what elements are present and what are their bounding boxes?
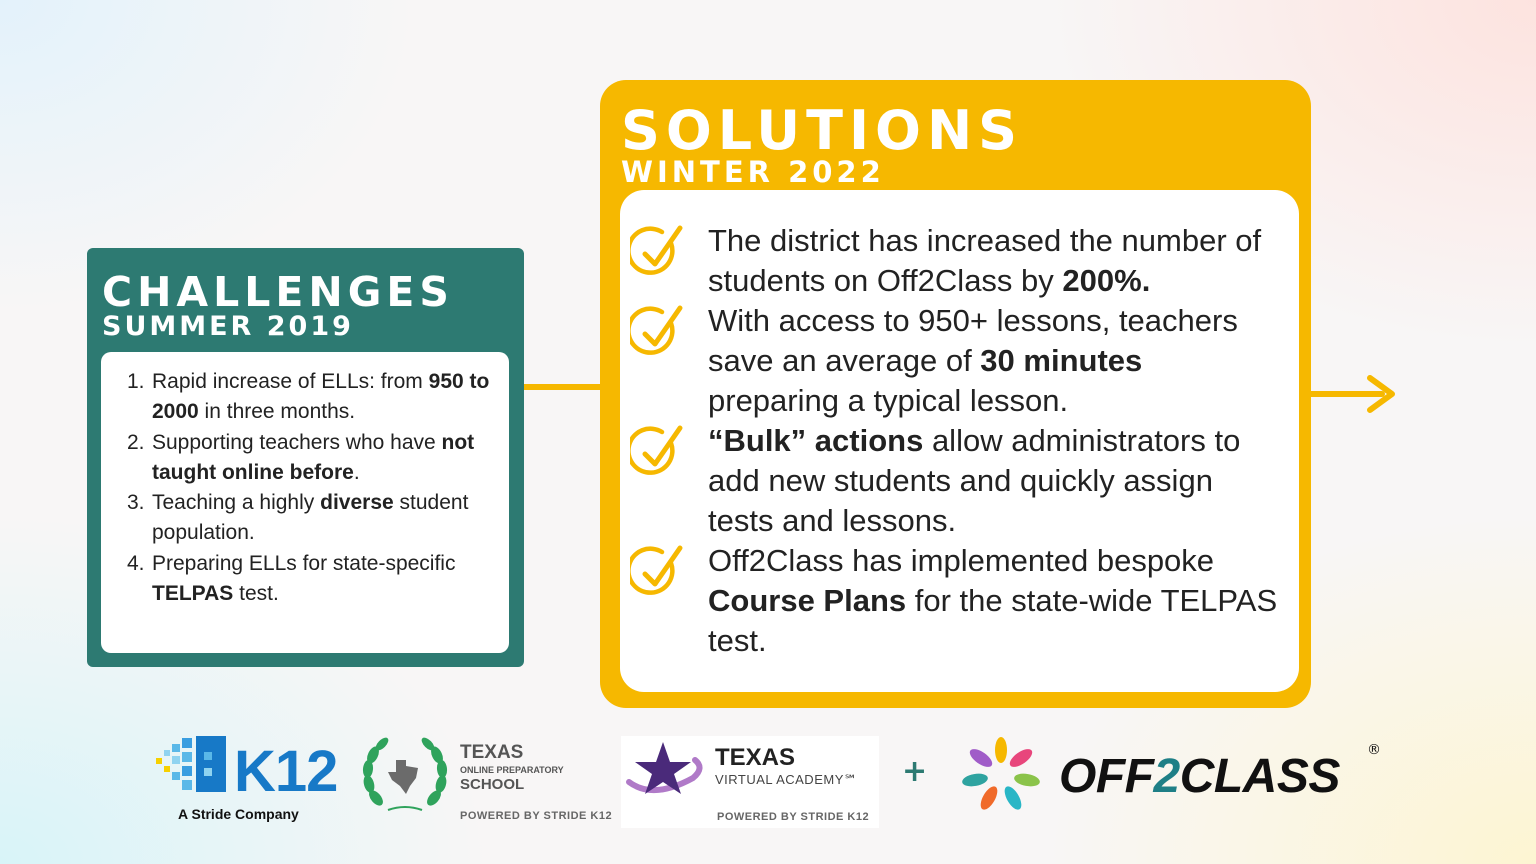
partner-logos-row	[0, 730, 1536, 830]
checkmark-circle-icon	[630, 423, 686, 483]
solution-item: “Bulk” actions allow administrators to add new students and quickly assign tests and lessons.	[708, 421, 1279, 541]
txops-powered: POWERED BY STRIDE K12	[460, 810, 613, 822]
challenge-item	[127, 488, 495, 549]
solution-item: Off2Class has implemented bespoke Course Plans for the state-wide TELPAS test.	[708, 541, 1279, 661]
challenge-text: Rapid increase of ELLs: from 950 to 2000 in three months.	[152, 370, 490, 424]
star-swoosh-icon	[623, 738, 707, 804]
challenge-text: Preparing ELLs for state-specific TELPAS test.	[152, 551, 456, 606]
solutions-subtitle: WINTER 2022	[621, 155, 885, 189]
solutions-title: SOLUTIONS	[621, 99, 1024, 162]
solution-item: The district has increased the number of students on Off2Class by 200%.	[708, 221, 1279, 301]
challenge-number: 3.	[127, 491, 145, 515]
laurel-texas-icon	[360, 736, 450, 818]
challenge-number: 2.	[127, 430, 145, 454]
plus-sign: +	[902, 754, 928, 789]
tva-subtitle: VIRTUAL ACADEMY℠	[715, 772, 858, 787]
solutions-panel	[600, 80, 1311, 708]
registered-mark: ®	[1367, 742, 1381, 758]
texas-online-prep-logo	[360, 734, 620, 829]
challenge-text: Teaching a highly diverse student population.	[152, 491, 469, 545]
txops-line2: ONLINE PREPARATORY	[460, 765, 564, 775]
checkmark-circle-icon	[630, 303, 686, 363]
off2class-flower-icon	[955, 736, 1047, 814]
txops-line3: SCHOOL	[460, 776, 525, 793]
challenge-number: 4.	[127, 551, 145, 575]
k12-tagline: A Stride Company	[178, 806, 299, 822]
challenges-list	[127, 367, 495, 609]
tva-title: TEXAS	[715, 744, 796, 771]
challenge-item	[127, 549, 495, 610]
texas-virtual-academy-logo	[621, 736, 879, 828]
challenge-item	[127, 428, 495, 489]
challenge-text: Supporting teachers who have not taught online before.	[152, 430, 475, 484]
challenge-item	[127, 367, 495, 428]
tva-powered: POWERED BY STRIDE K12	[717, 811, 870, 823]
connector-line-left	[520, 384, 606, 390]
k12-wordmark: K12	[234, 739, 338, 804]
checkmark-circle-icon	[630, 543, 686, 603]
challenge-number: 1.	[127, 370, 145, 393]
k12-pixel-icon	[152, 736, 232, 792]
challenges-subtitle: SUMMER 2019	[102, 311, 354, 342]
challenges-list-box	[101, 352, 509, 653]
arrow-right-icon	[1360, 374, 1400, 414]
txops-title: TEXAS	[460, 742, 524, 763]
challenges-panel	[87, 248, 524, 667]
checkmark-circle-icon	[630, 223, 686, 283]
off2class-wordmark: OFF2CLASS	[1059, 750, 1340, 803]
off2class-logo	[955, 736, 1385, 816]
k12-logo	[152, 736, 352, 826]
solutions-list-box	[620, 190, 1299, 692]
solution-item: With access to 950+ lessons, teachers save an average of 30 minutes preparing a typical lesson.	[708, 301, 1279, 421]
challenges-title: CHALLENGES	[102, 268, 454, 316]
